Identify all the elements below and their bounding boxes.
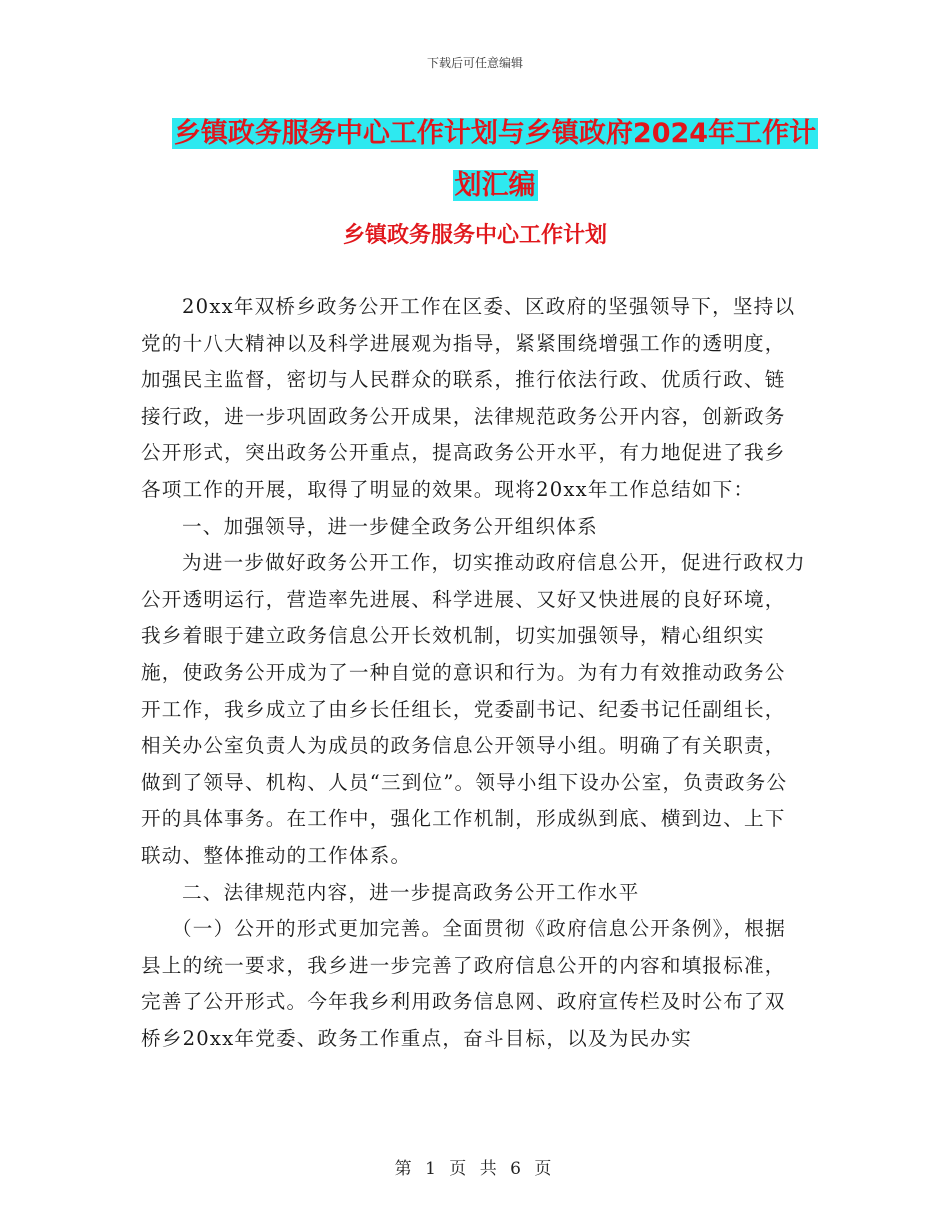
heading-1: 一、加强领导，进一步健全政务公开组织体系 [182,514,598,538]
title-line-1: 乡镇政务服务中心工作计划与乡镇政府2024年工作计 [173,118,817,149]
header-note: 下载后可任意编辑 [426,56,523,70]
section-title: 乡镇政务服务中心工作计划 [342,223,607,248]
page-number: 第 1 页 共 6 页 [394,1159,556,1179]
document-title [145,108,845,212]
paragraph-intro: 20xx年双桥乡政务公开工作在区委、区政府的坚强领导下，坚持以党的十八大精神以及科学进展观为指导，紧紧围绕增强工作的透明度，加强民主监督，密切与人民群众的联系，推行依法行政、优质行政、链接行政，进一步巩固政务公开成果，法律规范政务公开内容，创新政务公开形式，突出政务公开重点，提高政务公开水平，有力地促进了我乡各项工作的开展，取得了明显的效果。现将20xx年工作总结如下： [141,295,796,501]
body-text [141,289,806,1057]
paragraph-leadership: 为进一步做好政务公开工作，切实推动政府信息公开，促进行政权力公开透明运行，营造率先进展、科学进展、又好又快进展的良好环境，我乡着眼于建立政务信息公开长效机制，切实加强领导，精心组织实施，使政务公开成为了一种自觉的意识和行为。为有力有效推动政务公开工作，我乡成立了由乡长任组长，党委副书记、纪委书记任副组长，相关办公室负责人为成员的政务信息公开领导小组。明确了有关职责，做到了领导、机构、人员“三到位”。领导小组下设办公室，负责政务公开的具体事务。在工作中，强化工作机制，形成纵到底、横到边、上下联动、整体推动的工作体系。 [141,551,806,867]
paragraph-forms: （一）公开的形式更加完善。全面贯彻《政府信息公开条例》，根据县上的统一要求，我乡进一步完善了政府信息公开的内容和填报标准，完善了公开形式。今年我乡利用政务信息网、政府宣传栏及时公布了双桥乡20xx年党委、政务工作重点，奋斗目标，以及为民办实 [141,917,787,1050]
title-line-2: 划汇编 [454,170,536,201]
heading-2: 二、法律规范内容，进一步提高政务公开工作水平 [182,880,640,904]
